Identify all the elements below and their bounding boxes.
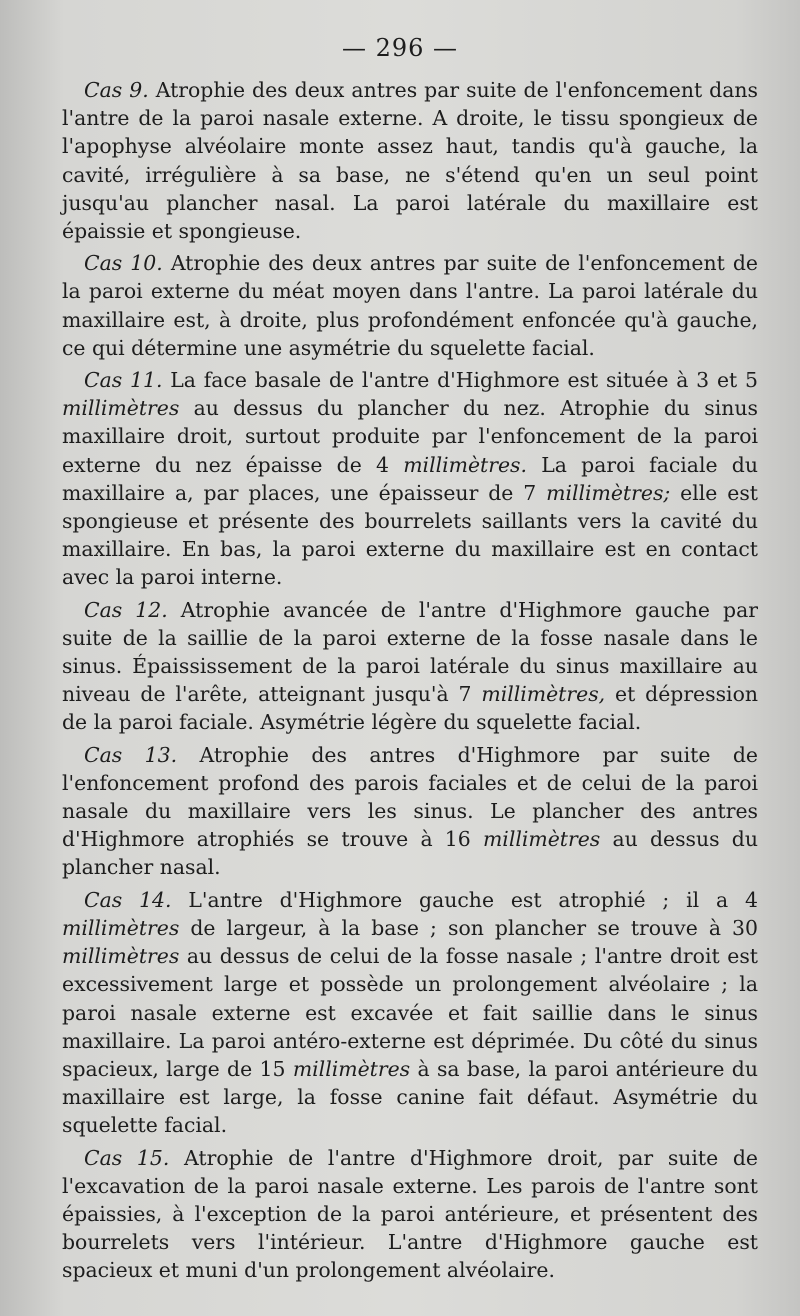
paragraph-text: Atrophie des deux antres par suite de l'enfoncement de la paroi externe du méat moyen dans l'antre. La paroi latérale du maxillaire est, à droite, plus profondément enfoncée qu'à gauche, ce qui détermine une asymétrie du squelette facial. (62, 251, 758, 360)
paragraph-text: La paroi faciale du maxillaire a, par places, une épaisseur de 7 (62, 452, 758, 505)
paragraph-text: au dessus du plancher du nez. Atrophie du sinus maxillaire droit, surtout produite par l'enfoncement de la paroi externe du nez épaisse de 4 (62, 396, 758, 477)
case-label: Cas 15. (84, 1145, 170, 1170)
paragraph-text: Atrophie des antres d'Highmore par suite de l'enfoncement profond des parois faciales et de celui de la paroi nasale du maxillaire vers les sinus. Le plancher des antres d'Highmore atrophiés se trouve à 16 (62, 742, 758, 852)
paragraph-text: Atrophie avancée de l'antre d'Highmore gauche par suite de la saillie de la paroi externe de la fosse nasale dans le sinus. Épaississement de la paroi latérale du sinus maxillaire au niveau de l'arête, atteignant jusqu'à 7 (62, 597, 758, 707)
italic-term: millimètres (482, 827, 601, 852)
paragraph-text: Atrophie de l'antre d'Highmore droit, par suite de l'excavation de la paroi nasale externe. Les parois de l'antre sont épaissies, à l'exception de la paroi antérieure, et présentent des bourrelets vers l'intérieur. L'antre d'Highmore gauche est spacieux et muni d'un prolongement alvéolaire. (62, 1145, 758, 1283)
paragraph-text: Atrophie des deux antres par suite de l'enfoncement dans l'antre de la paroi nasale externe. A droite, le tissu spongieux de l'apophyse alvéolaire monte assez haut, tandis qu'à gauche, la cavité, irrégulière à sa base, ne s'étend qu'en un seul point jusqu'au plancher nasal. La paroi latérale du maxillaire est épaissie et spongieuse. (62, 78, 758, 244)
italic-term: millimètres (292, 1056, 411, 1081)
paragraph-cas-10 (62, 249, 758, 362)
paragraph-cas-9 (62, 76, 758, 245)
paragraph-cas-14 (62, 886, 758, 1140)
paragraph-cas-15 (62, 1144, 758, 1285)
paragraph-cas-12 (62, 596, 758, 737)
page-number: — 296 — (341, 34, 459, 62)
italic-term: millimètres (62, 915, 180, 940)
italic-term: millimètres; (546, 480, 671, 505)
paragraph-text: au dessus de celui de la fosse nasale ; l'antre droit est excessivement large et possède un prolongement alvéolaire ; la paroi nasale externe est excavée et fait saillie dans le sinus maxillaire. La paroi antéro-externe est déprimée. Du côté du sinus spacieux, large de 15 (62, 944, 758, 1081)
paragraph-cas-13 (62, 741, 758, 882)
case-label: Cas 11. (84, 368, 163, 393)
paragraph-cas-11 (62, 366, 758, 592)
case-label: Cas 13. (84, 742, 178, 767)
case-label: Cas 10. (84, 251, 163, 276)
italic-term: millimètres, (481, 682, 606, 707)
paragraph-text: au dessus du plancher nasal. (62, 827, 758, 880)
paragraph-text: L'antre d'Highmore gauche est atrophié ; il a 4 (171, 887, 758, 912)
italic-term: millimètres. (403, 452, 527, 477)
case-label: Cas 12. (84, 597, 168, 622)
paragraph-text: à sa base, la paroi antérieure du maxillaire est large, la fosse canine fait défaut. Asymétrie du squelette facial. (62, 1056, 758, 1138)
italic-term: millimètres (62, 396, 180, 421)
paragraph-text: La face basale de l'antre d'Highmore est située à 3 et 5 (162, 368, 758, 393)
paragraph-text: de largeur, à la base ; son plancher se trouve à 30 (179, 915, 758, 940)
case-label: Cas 14. (84, 887, 172, 912)
case-label: Cas 9. (84, 78, 149, 102)
page-body (62, 76, 758, 1289)
paragraph-text: et dépression de la paroi faciale. Asymétrie légère du squelette facial. (62, 682, 758, 735)
italic-term: millimètres (62, 944, 180, 969)
paragraph-text: elle est spongieuse et présente des bourrelets saillants vers la cavité du maxillaire. En bas, la paroi externe du maxillaire est en contact avec la paroi interne. (62, 480, 758, 590)
